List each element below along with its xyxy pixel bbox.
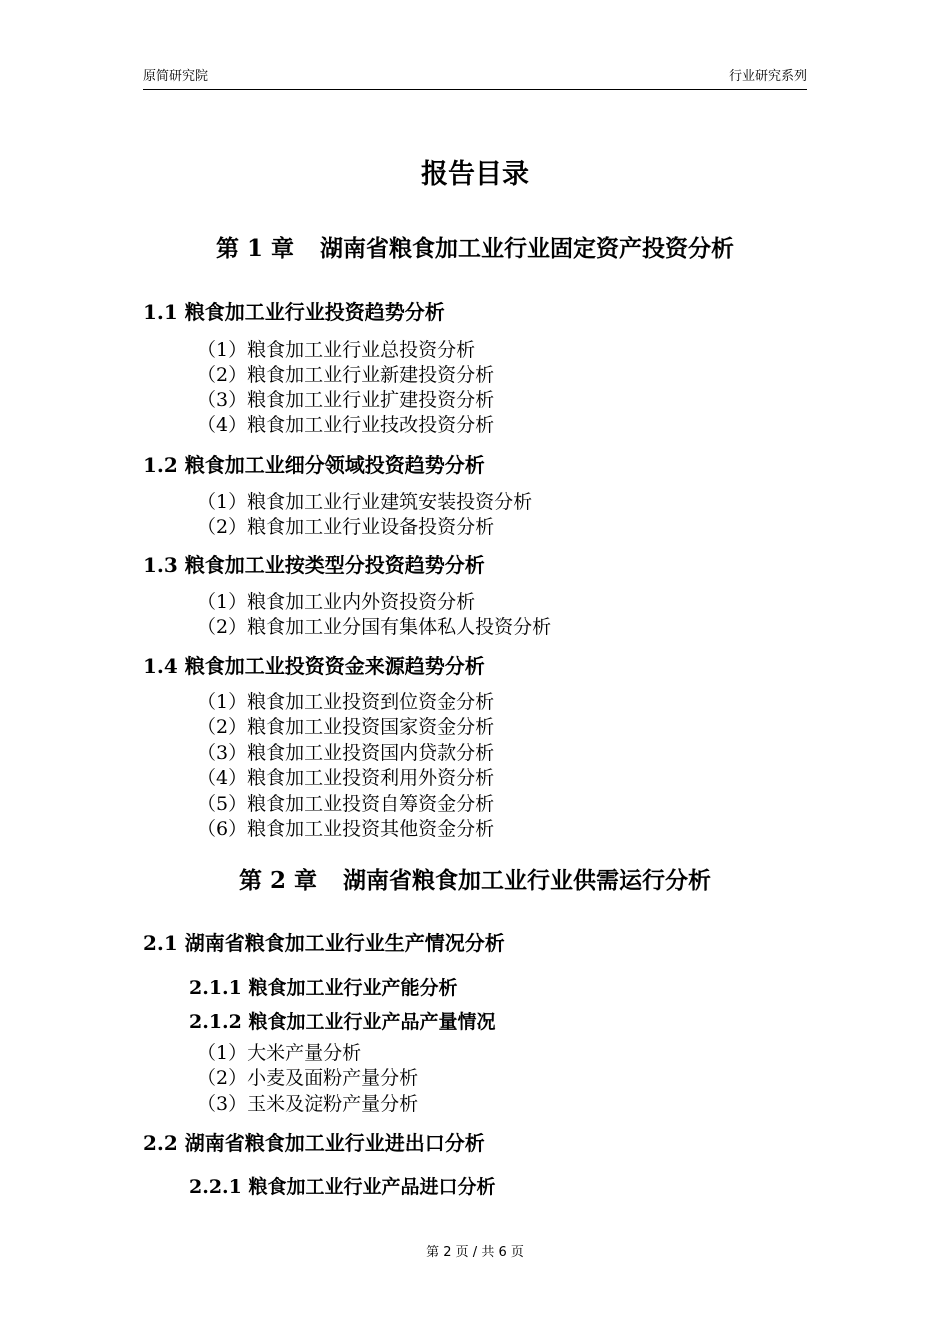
list-item: （4）粮食加工业行业技改投资分析 bbox=[197, 414, 495, 436]
list-item: （1）粮食加工业投资到位资金分析 bbox=[197, 691, 495, 713]
list-item: （3）粮食加工业投资国内贷款分析 bbox=[197, 742, 495, 764]
chapter-title: 湖南省粮食加工业行业供需运行分析 bbox=[343, 867, 712, 894]
list-item: （2）粮食加工业行业新建投资分析 bbox=[197, 364, 495, 386]
subsection-heading: 2.1.1 粮食加工业行业产能分析 bbox=[189, 977, 458, 999]
page-footer: 第 2 页 / 共 6 页 bbox=[426, 1245, 524, 1260]
section-heading: 1.3 粮食加工业按类型分投资趋势分析 bbox=[143, 553, 485, 577]
header-right: 行业研究系列 bbox=[728, 69, 807, 84]
subsection-heading: 2.1.2 粮食加工业行业产品产量情况 bbox=[189, 1011, 496, 1033]
list-item: （2）小麦及面粉产量分析 bbox=[197, 1067, 419, 1089]
list-item: （2）粮食加工业行业设备投资分析 bbox=[197, 516, 495, 538]
list-item: （5）粮食加工业投资自筹资金分析 bbox=[197, 793, 495, 815]
chapter-number: 第 2 章 bbox=[238, 867, 318, 894]
section-heading: 1.4 粮食加工业投资资金来源趋势分析 bbox=[143, 654, 485, 678]
chapter-number: 第 1 章 bbox=[215, 235, 295, 262]
list-item: （1）大米产量分析 bbox=[197, 1042, 362, 1064]
page-title: 报告目录 bbox=[421, 159, 529, 190]
chapter-2-heading bbox=[0, 865, 950, 897]
header-left: 原简研究院 bbox=[143, 69, 209, 84]
list-item: （3）粮食加工业行业扩建投资分析 bbox=[197, 389, 495, 411]
chapter-title: 湖南省粮食加工业行业固定资产投资分析 bbox=[320, 235, 735, 262]
subsection-heading: 2.2.1 粮食加工业行业产品进口分析 bbox=[189, 1176, 496, 1198]
list-item: （1）粮食加工业行业建筑安装投资分析 bbox=[197, 491, 533, 513]
chapter-1-heading bbox=[0, 233, 950, 265]
list-item: （2）粮食加工业投资国家资金分析 bbox=[197, 716, 495, 738]
list-item: （6）粮食加工业投资其他资金分析 bbox=[197, 818, 495, 840]
section-heading: 1.1 粮食加工业行业投资趋势分析 bbox=[143, 300, 445, 324]
section-heading: 2.1 湖南省粮食加工业行业生产情况分析 bbox=[143, 931, 505, 955]
list-item: （4）粮食加工业投资利用外资分析 bbox=[197, 767, 495, 789]
header-divider bbox=[143, 89, 807, 90]
list-item: （3）玉米及淀粉产量分析 bbox=[197, 1093, 419, 1115]
list-item: （1）粮食加工业行业总投资分析 bbox=[197, 339, 476, 361]
section-heading: 1.2 粮食加工业细分领域投资趋势分析 bbox=[143, 453, 485, 477]
section-heading: 2.2 湖南省粮食加工业行业进出口分析 bbox=[143, 1131, 485, 1155]
list-item: （1）粮食加工业内外资投资分析 bbox=[197, 591, 476, 613]
list-item: （2）粮食加工业分国有集体私人投资分析 bbox=[197, 616, 552, 638]
